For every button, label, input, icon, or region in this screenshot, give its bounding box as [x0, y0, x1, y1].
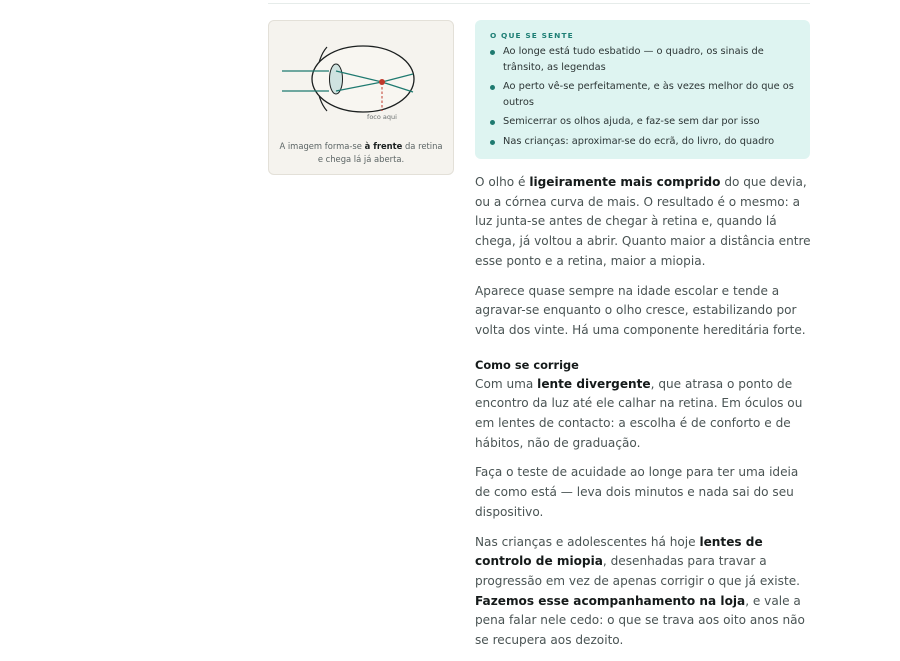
- bullet-dot-icon: [490, 140, 495, 145]
- article-paragraph-lens: Com uma lente divergente, que atrasa o ponto de encontro da luz até ele calhar na retina. Em óculos ou em lentes de contacto: a escolha é de conforto e de hábitos, não de graduação.: [475, 376, 803, 450]
- myopia-diagram-card: [268, 20, 454, 175]
- symptom-item: Ao perto vê-se perfeitamente, e às vezes melhor do que os outros: [490, 79, 798, 110]
- figure-caption: A imagem forma-se à frente da retina e chega lá já aberta.: [279, 141, 443, 164]
- article-paragraph-children: Nas crianças e adolescentes há hoje lentes de controlo de miopia, desenhadas para travar a progressão em vez de apenas corrigir o que já existe. Fazemos esse acompanhamento na loja, e vale a pena falar nele cedo: o que se trava aos oito anos não se recupera aos dezoito.: [475, 534, 805, 648]
- correction-heading: Como se corrige: [475, 357, 579, 372]
- bullet-dot-icon: [490, 120, 495, 125]
- focus-label: foco aqui: [367, 113, 397, 121]
- symptom-item: Nas crianças: aproximar-se do ecrã, do livro, do quadro: [490, 134, 798, 150]
- symptoms-list: [490, 44, 798, 149]
- bullet-dot-icon: [490, 50, 495, 55]
- focus-point-marker: [379, 79, 385, 85]
- symptoms-heading: O QUE SE SENTE: [490, 31, 574, 40]
- article-paragraph-test: Faça o teste de acuidade ao longe para ter uma ideia de como está — leva dois minutos e nada sai do seu dispositivo.: [475, 465, 799, 519]
- article-paragraph-onset: Aparece quase sempre na idade escolar e tende a agravar-se enquanto o olho cresce, estabilizando por volta dos vinte. Há uma componente hereditária forte.: [475, 283, 806, 337]
- symptom-item: Semicerrar os olhos ajuda, e faz-se sem dar por isso: [490, 114, 798, 130]
- article-paragraph-cause: O olho é ligeiramente mais comprido do que devia, ou a córnea curva de mais. O resultado é o mesmo: a luz junta-se antes de chegar à retina e, quando lá chega, já voltou a abrir. Quanto maior a distância entre esse ponto e a retina, maior a miopia.: [475, 175, 811, 268]
- symptoms-box: [475, 20, 810, 159]
- eyeball-outline: [312, 46, 414, 112]
- bullet-dot-icon: [490, 85, 495, 90]
- top-divider: [268, 3, 810, 4]
- symptom-item: Ao longe está tudo esbatido — o quadro, os sinais de trânsito, as legendas: [490, 44, 798, 75]
- article-body: [475, 173, 813, 661]
